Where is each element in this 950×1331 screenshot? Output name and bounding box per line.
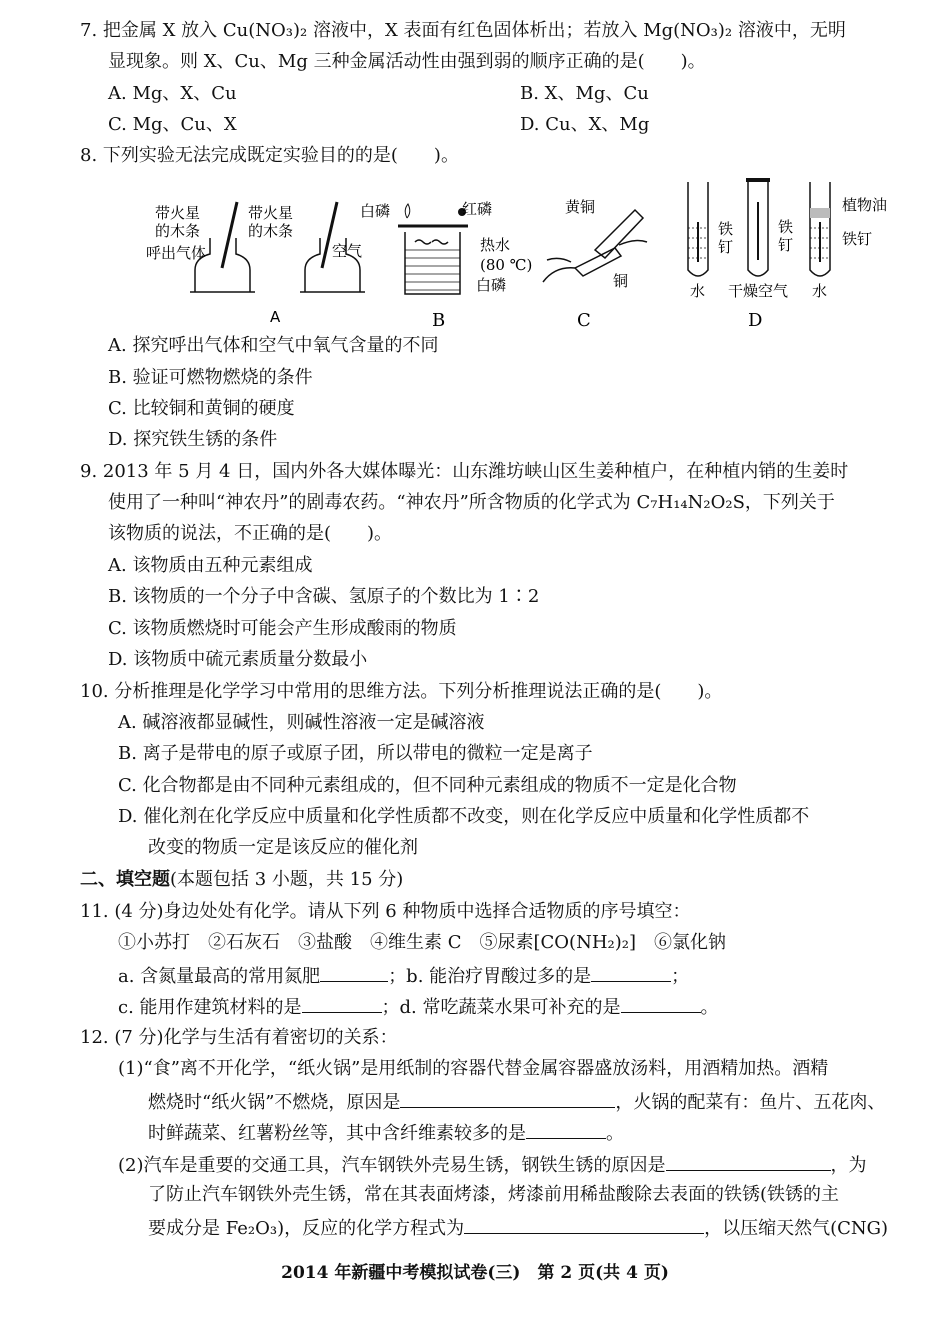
fig-a-text5: 呼出气体 xyxy=(146,244,207,262)
q12-p2-line1 xyxy=(118,1152,867,1178)
q11-b-blank[interactable] xyxy=(591,963,671,982)
page-footer: 2014 年新疆中考模拟试卷(三) 第 2 页(共 4 页) xyxy=(281,1263,669,1283)
fig-a-text2: 的木条 xyxy=(155,222,201,240)
q11-a-blank[interactable] xyxy=(320,963,388,982)
fig-d-text7: 水 xyxy=(690,282,706,300)
q12-p1-line2-b: ，火锅的配菜有：鱼片、五花肉、 xyxy=(615,1092,886,1113)
fig-d-text3: 铁 xyxy=(778,218,794,236)
fig-b-text2: 红磷 xyxy=(462,200,493,218)
q7-option-d: D. Cu、X、Mg xyxy=(520,114,650,135)
q12-p1-line3-b: 。 xyxy=(606,1123,624,1144)
section-2-note: (本题包括 3 小题，共 15 分) xyxy=(170,869,404,890)
q12-stem: 12. (7 分)化学与生活有着密切的关系： xyxy=(80,1027,398,1048)
q9-line1: 9. 2013 年 5 月 4 日，国内外各大媒体曝光：山东潍坊峡山区生姜种植户，在种植内销的生姜时 xyxy=(80,461,849,482)
q7-option-b: B. X、Mg、Cu xyxy=(520,83,649,104)
figure-d-label: D xyxy=(748,310,763,331)
figure-c-label: C xyxy=(577,310,591,331)
fig-a-text4: 的木条 xyxy=(248,222,294,240)
fig-c-text1: 黄铜 xyxy=(565,198,596,216)
fig-d-text6: 铁钉 xyxy=(842,230,873,248)
q10-option-c: C. 化合物都是由不同种元素组成的，但不同种元素组成的物质不一定是化合物 xyxy=(118,775,737,796)
q12-p1-line3-a: 时鲜蔬菜、红薯粉丝等，其中含纤维素较多的是 xyxy=(148,1123,526,1144)
figure-a-label: A xyxy=(270,308,281,326)
q12-p1-line1: (1)“食”离不开化学，“纸火锅”是用纸制的容器代替金属容器盛放汤料，用酒精加热。酒精 xyxy=(118,1058,829,1079)
q12-p1-line3 xyxy=(148,1120,624,1146)
q9-option-d: D. 该物质中硫元素质量分数最小 xyxy=(108,649,368,670)
q12-p2-line1-b: ，为 xyxy=(830,1155,867,1176)
q11-end2: 。 xyxy=(700,997,719,1018)
section-2-title: 二、填空题 xyxy=(80,869,170,890)
figure-c-scratch xyxy=(535,190,665,335)
q10-stem: 10. 分析推理是化学学习中常用的思维方法。下列分析推理说法正确的是( )。 xyxy=(80,681,723,702)
fig-d-text1: 铁 xyxy=(718,220,734,238)
q12-p1-line2-a: 燃烧时“纸火锅”不燃烧，原因是 xyxy=(148,1092,401,1113)
q11-d-blank[interactable] xyxy=(621,994,701,1013)
fig-b-text1: 白磷 xyxy=(360,202,391,220)
q9-line2: 使用了一种叫“神农丹”的剧毒农药。“神农丹”所含物质的化学式为 C₇H₁₄N₂O₂S，下列关于 xyxy=(108,492,835,513)
figure-b-label: B xyxy=(432,310,446,331)
q11-c-blank[interactable] xyxy=(302,994,382,1013)
q12-p2-line1-a: (2)汽车是重要的交通工具，汽车钢铁外壳易生锈，钢铁生锈的原因是 xyxy=(118,1155,666,1176)
q9-option-c: C. 该物质燃烧时可能会产生形成酸雨的物质 xyxy=(108,618,457,639)
q8-option-b: B. 验证可燃物燃烧的条件 xyxy=(108,367,313,388)
figure-b-beaker xyxy=(360,190,540,335)
q8-stem: 8. 下列实验无法完成既定实验目的的是( )。 xyxy=(80,145,459,166)
q11-row-cd xyxy=(118,994,719,1020)
fig-d-text2: 钉 xyxy=(718,238,734,256)
q10-option-b: B. 离子是带电的原子或原子团，所以带电的微粒一定是离子 xyxy=(118,743,593,764)
q12-p2-line3 xyxy=(148,1215,888,1241)
q7-option-a: A. Mg、X、Cu xyxy=(108,83,237,104)
q12-p1-line2 xyxy=(148,1089,885,1115)
q12-p1-blank1[interactable] xyxy=(400,1089,615,1108)
q12-p1-blank2[interactable] xyxy=(526,1120,606,1139)
fig-a-text3: 带火星 xyxy=(248,204,294,222)
q11-c: c. 能用作建筑材料的是 xyxy=(118,997,302,1018)
q12-p2-blank1[interactable] xyxy=(666,1152,831,1171)
fig-c-text2: 铜 xyxy=(613,272,629,290)
q8-option-a: A. 探究呼出气体和空气中氧气含量的不同 xyxy=(108,335,439,356)
q11-row-ab xyxy=(118,963,689,989)
q7-option-c: C. Mg、Cu、X xyxy=(108,114,237,135)
q11-end1: ； xyxy=(671,966,690,987)
q9-line3: 该物质的说法，不正确的是( )。 xyxy=(108,523,393,544)
fig-d-text5: 植物油 xyxy=(842,196,888,214)
q12-p2-blank2[interactable] xyxy=(464,1215,704,1234)
q11-a: a. 含氮量最高的常用氮肥 xyxy=(118,966,321,987)
fig-b-text4: (80 ℃) xyxy=(480,256,533,274)
fig-a-text1: 带火星 xyxy=(155,204,201,222)
q8-option-d: D. 探究铁生锈的条件 xyxy=(108,429,278,450)
q7-line2: 显现象。则 X、Cu、Mg 三种金属活动性由强到弱的顺序正确的是( )。 xyxy=(108,51,706,72)
fig-d-text8: 干燥空气 xyxy=(728,282,789,300)
q12-p2-line2: 了防止汽车钢铁外壳生锈，常在其表面烤漆，烤漆前用稀盐酸除去表面的铁锈(铁锈的主 xyxy=(148,1184,840,1205)
q11-stem: 11. (4 分)身边处处有化学。请从下列 6 种物质中选择合适物质的序号填空： xyxy=(80,901,691,922)
figure-d-test-tubes xyxy=(670,172,910,335)
q11-d: ；d. 常吃蔬菜水果可补充的是 xyxy=(381,997,621,1018)
fig-a-text6: 空气 xyxy=(332,242,363,260)
section-2-heading xyxy=(80,868,403,892)
fig-d-text9: 水 xyxy=(812,282,828,300)
q10-option-d: D. 催化剂在化学反应中质量和化学性质都不改变，则在化学反应中质量和化学性质都不 xyxy=(118,806,810,827)
q12-p2-line3-b: ，以压缩天然气(CNG) xyxy=(704,1218,889,1239)
q8-option-c: C. 比较铜和黄铜的硬度 xyxy=(108,398,295,419)
q9-option-b: B. 该物质的一个分子中含碳、氢原子的个数比为 1∶2 xyxy=(108,586,540,607)
q12-p2-line3-a: 要成分是 Fe₂O₃)，反应的化学方程式为 xyxy=(148,1218,465,1239)
q7-line1: 7. 把金属 X 放入 Cu(NO₃)₂ 溶液中，X 表面有红色固体析出；若放入 Mg(NO₃)₂ 溶液中，无明 xyxy=(80,20,846,41)
fig-d-text4: 钉 xyxy=(778,236,794,254)
q10-option-a: A. 碱溶液都显碱性，则碱性溶液一定是碱溶液 xyxy=(118,712,485,733)
q9-option-a: A. 该物质由五种元素组成 xyxy=(108,555,313,576)
q10-option-d-cont: 改变的物质一定是该反应的催化剂 xyxy=(148,837,418,858)
fig-b-text3: 热水 xyxy=(480,236,511,254)
fig-b-text5: 白磷 xyxy=(476,276,507,294)
q11-choices: ①小苏打 ②石灰石 ③盐酸 ④维生素 C ⑤尿素[CO(NH₂)₂] ⑥氯化钠 xyxy=(118,932,726,953)
q11-b: ；b. 能治疗胃酸过多的是 xyxy=(388,966,592,987)
figure-a-bottles xyxy=(140,190,380,335)
